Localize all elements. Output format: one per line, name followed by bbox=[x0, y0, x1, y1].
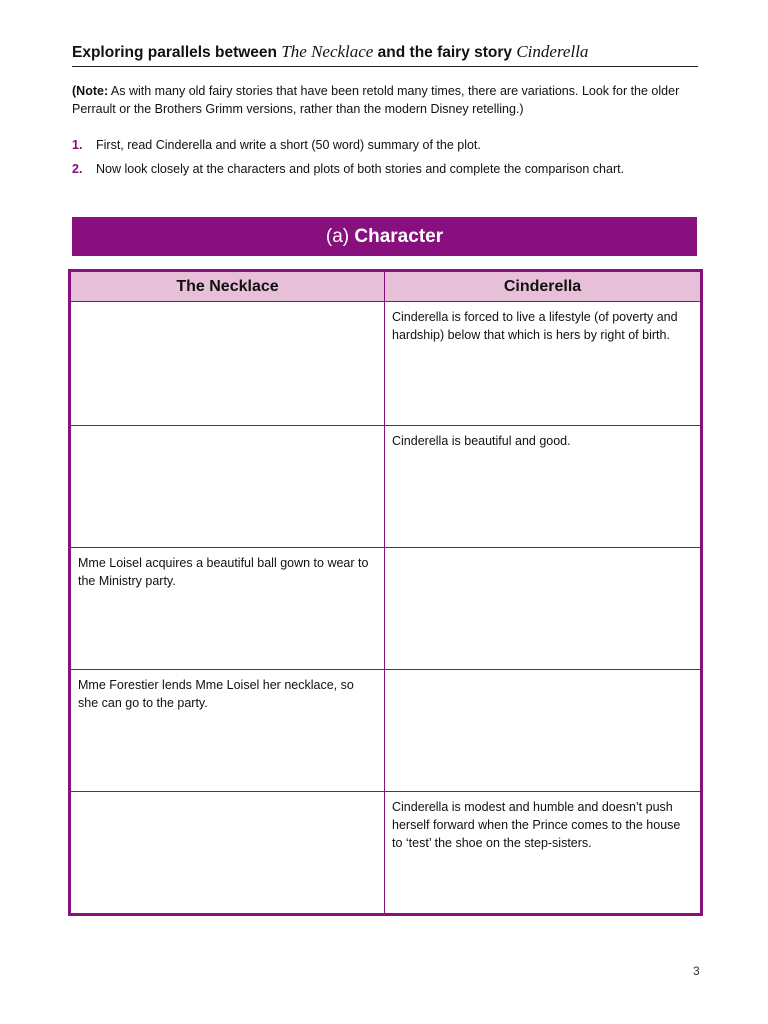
cinderella-cell[interactable] bbox=[385, 548, 702, 670]
table-row bbox=[70, 426, 702, 548]
instruction-number: 1. bbox=[72, 138, 83, 152]
cinderella-cell[interactable] bbox=[385, 670, 702, 792]
title-prefix: Exploring parallels between bbox=[72, 44, 282, 61]
necklace-cell[interactable] bbox=[70, 792, 385, 915]
instruction-text: Now look closely at the characters and plots of both stories and complete the comparison chart. bbox=[96, 162, 625, 176]
title-middle: and the fairy story bbox=[373, 44, 517, 61]
necklace-cell[interactable]: Mme Forestier lends Mme Loisel her necklace, so she can go to the party. bbox=[70, 670, 385, 792]
title-italic-necklace: The Necklace bbox=[281, 42, 374, 61]
instruction-item bbox=[72, 160, 682, 178]
note-label: (Note: bbox=[72, 84, 109, 98]
title-italic-cinderella: Cinderella bbox=[516, 42, 589, 61]
comparison-chart bbox=[68, 269, 703, 916]
column-header-necklace: The Necklace bbox=[70, 271, 385, 302]
note-paragraph bbox=[72, 82, 692, 118]
table-header-row bbox=[70, 271, 702, 302]
section-prefix: (a) bbox=[325, 226, 355, 247]
document-title bbox=[72, 42, 698, 67]
table-row bbox=[70, 302, 702, 426]
table-row bbox=[70, 548, 702, 670]
cinderella-cell[interactable]: Cinderella is beautiful and good. bbox=[385, 426, 702, 548]
instruction-item bbox=[72, 136, 682, 154]
note-text: As with many old fairy stories that have been retold many times, there are variations. Look for the older Perrault or the Brothers Grimm versions, rather than the modern Disney retelling.) bbox=[72, 84, 680, 116]
cinderella-cell[interactable]: Cinderella is modest and humble and doesn’t push herself forward when the Prince comes to the house to ‘test’ the shoe on the step-sisters. bbox=[385, 792, 702, 915]
section-title: Character bbox=[354, 226, 444, 247]
necklace-cell[interactable]: Mme Loisel acquires a beautiful ball gown to wear to the Ministry party. bbox=[70, 548, 385, 670]
table-row bbox=[70, 670, 702, 792]
cinderella-cell[interactable]: Cinderella is forced to live a lifestyle (of poverty and hardship) below that which is hers by right of birth. bbox=[385, 302, 702, 426]
necklace-cell[interactable] bbox=[70, 426, 385, 548]
section-banner bbox=[72, 217, 697, 256]
instruction-list bbox=[72, 136, 682, 184]
table-row bbox=[70, 792, 702, 915]
instruction-text: First, read Cinderella and write a short (50 word) summary of the plot. bbox=[96, 138, 481, 152]
necklace-cell[interactable] bbox=[70, 302, 385, 426]
page-number: 3 bbox=[693, 964, 700, 978]
instruction-number: 2. bbox=[72, 162, 83, 176]
column-header-cinderella: Cinderella bbox=[385, 271, 702, 302]
